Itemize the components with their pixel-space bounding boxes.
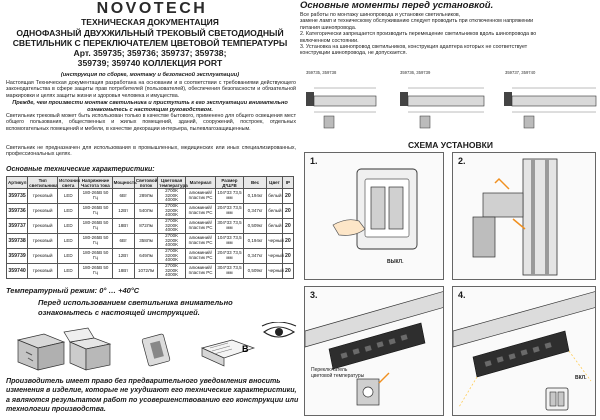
table-cell: LED [58,234,79,249]
table-cell: 540Лм [134,204,157,219]
table-cell: черный [267,249,283,264]
table-cell: 0,509кг [243,264,266,279]
table-cell: 649Лм [134,249,157,264]
table-cell: 180-265В 50 Гц [79,234,112,249]
table-cell: 1072Лм [134,264,157,279]
specs-table [6,176,294,279]
table-cell: 289Лм [134,189,157,204]
table-cell: черный [267,234,283,249]
col-header: Напряжение Частота тока [79,177,112,189]
table-cell: алюминий/ пластик PC [186,264,216,279]
restriction-paragraph: Светильник не предназначен для использования в промышленных, медицинских или иных специализированных, профессиональных целях. [6,145,296,158]
table-cell: 0,347кг [243,249,266,264]
install-step-4 [452,286,596,416]
track-light-icon [306,88,376,128]
table-cell: 359739 [7,249,28,264]
important-line: включенном состоянии. [300,37,359,44]
table-cell: алюминий/ пластик PC [186,219,216,234]
table-cell: 0,194кг [243,234,266,249]
dimension-label: 359736, 359739 [400,70,431,75]
table-cell: LED [58,189,79,204]
table-cell: алюминий/ пластик PC [186,234,216,249]
col-header: Тип светильника [29,177,58,188]
table-cell: LED [58,264,79,279]
important-line: питания шинопровода. [300,24,357,31]
power-switch-icon [305,153,444,280]
table-cell: алюминий/ пластик PC [186,189,216,204]
col-header: Размер Д*Ш*В [216,177,244,189]
table-cell: трековый [28,219,58,234]
col-header: IP [282,177,293,189]
document-title: ТЕХНИЧЕСКАЯ ДОКУМЕНТАЦИЯ [81,17,219,27]
table-cell: трековый [28,234,58,249]
switch-caption: Переключатель цветовой температуры [311,367,365,379]
install-step-3 [304,286,444,416]
installation-scheme-heading: СХЕМА УСТАНОВКИ [408,140,493,150]
table-cell: трековый [28,204,58,219]
install-step-2 [452,152,596,280]
table-cell: 20 [282,219,293,234]
table-cell: 12Вт [112,249,134,264]
table-cell: 6Вт [112,234,134,249]
table-cell: алюминий/ пластик PC [186,249,216,264]
brand-logo: NOVOTECH [96,0,208,17]
specs-header-row [7,177,294,189]
table-cell: 20 [282,234,293,249]
table-cell: 180-265В 50 Гц [79,249,112,264]
col-header: Световой поток [135,177,158,188]
dimension-drawings [300,76,600,136]
step-number: 2. [458,156,466,166]
table-cell: 359736 [7,204,28,219]
table-cell: 18Вт [112,219,134,234]
usage-paragraph: Светильник трековый может быть использован только в качестве бытового, применено для общего освещения мест общего пользования, общественных и жилых помещений, зданий, сооружений, построек, отдельных вспомогательных помещений и мебели, в качестве декорации интерьера, пылевлагозащищенным. [6,113,296,132]
table-cell: 180-265В 50 Гц [79,204,112,219]
table-cell: трековый [28,189,58,204]
table-row [7,219,294,234]
table-cell: 2700K 3200K 4000K [158,249,186,264]
table-cell: 2700K 3200K 4000K [158,219,186,234]
table-cell: 359735 [7,189,28,204]
table-cell: 20 [282,249,293,264]
dimension-label: 359735, 359738 [306,70,337,75]
table-cell: белый [267,189,283,204]
table-cell: 204*33 73,5 мм [216,249,244,264]
product-title [4,28,296,68]
table-cell: 180-265В 50 Гц [79,264,112,279]
right-column [300,0,600,420]
table-cell: 0,347кг [243,204,266,219]
table-cell: трековый [28,249,58,264]
open-box-icon [64,328,110,370]
power-switch-icon [545,387,591,411]
table-row [7,249,294,264]
table-cell: 2700K 3200K 4000K [158,234,186,249]
left-column [4,0,299,420]
table-cell: 2700K 3200K 4000K [158,264,186,279]
product-title-line: СВЕТИЛЬНИК С ПЕРЕКЛЮЧАТЕЛЕМ ЦВЕТОВОЙ ТЕМПЕРАТУРЫ [12,38,288,48]
table-cell: 0,194кг [243,189,266,204]
table-row [7,264,294,279]
dimension-label: 359737, 359740 [505,70,536,75]
instructions-note: (инструкция по сборке, монтажу и безопасной эксплуатации) [60,72,240,78]
temperature-mode: Температурный режим: 0° … +40°C [6,286,140,295]
intro-paragraph: Настоящая Техническая документация разработана на основании и в соответствии с требованиями действующего законодательства в сфере защиты прав потребителей (пользователей), обеспечения безопасности и обязательной маркировки и целях защиты жизни и здоровья человека и имущества. [6,80,296,99]
col-header: Вес [243,177,266,189]
manufacturer-disclaimer: Производитель имеет право без предварительного уведомления вносить изменения в изделие, которые не ухудшают его технические характеристики, а являются результатом работ по усовершенствованию его конструкции или технологии производства. [6,377,299,414]
table-cell: LED [58,204,79,219]
book-icon [202,340,254,366]
step-number: 1. [310,156,318,166]
important-line: 3. Установка на шинопровод светильников, конструкция адаптера которых не соответствует [300,44,528,51]
col-header: Артикул [7,177,28,189]
important-list [300,12,598,57]
table-cell: 2700K 3200K 4000K [158,189,186,204]
important-line: замене ламп и техническому обслуживанию следует проводить при отключенном напряжении [300,18,534,25]
install-step-1 [304,152,444,280]
important-line: Все работы по монтажу шинопровода и установке светильников, [300,12,461,18]
table-cell: 304*33 73,5 мм [216,264,244,279]
table-cell: 12Вт [112,204,134,219]
col-header: Материал [186,177,216,189]
off-label: ВЫКЛ. [387,259,404,265]
product-title-line: Арт. 359735; 359736; 359737; 359738; [73,48,227,58]
table-cell: 104*33 73,5 мм [216,234,244,249]
table-cell: 359738 [7,234,28,249]
track-light-icon [453,153,596,280]
product-title-line: ОДНОФАЗНЫЙ ДВУХЖИЛЬНЫЙ ТРЕКОВЫЙ СВЕТОДИОДНЫЙ [16,28,284,38]
important-line: конструкции шинопровода, не допускается. [300,50,407,57]
table-cell: 104*33 73,5 мм [216,189,244,204]
product-title-line: 359739; 359740 КОЛЛЕКЦИЯ PORT [77,58,223,68]
col-header: Цветовая температура [159,177,188,188]
table-cell: 6Вт [112,189,134,204]
table-cell: черный [267,264,283,279]
col-header: Источник света [59,177,81,188]
table-cell: 180-265В 50 Гц [79,219,112,234]
pictograms [10,322,300,376]
specs-table-body [7,189,294,279]
table-cell: 20 [282,189,293,204]
table-cell: 359737 [7,219,28,234]
table-cell: белый [267,219,283,234]
table-row [7,189,294,204]
table-cell: 20 [282,264,293,279]
table-cell: 358Лм [134,234,157,249]
table-cell: LED [58,249,79,264]
table-cell: 204*33 73,5 мм [216,204,244,219]
table-cell: 20 [282,204,293,219]
step-number: 3. [310,290,318,300]
col-header: Цвет [267,177,283,189]
table-cell: 359740 [7,264,28,279]
package-box-icon [18,334,64,370]
table-cell: 180-265В 50 Гц [79,189,112,204]
table-cell: трековый [28,264,58,279]
on-label: ВКЛ. [575,375,587,381]
table-cell: 0,509кг [243,219,266,234]
table-cell: 2700K 3200K 4000K [158,204,186,219]
important-heading: Основные моменты перед установкой. [300,0,494,11]
table-cell: 18Вт [112,264,134,279]
col-header: Мощность [112,177,134,189]
table-cell: алюминий/ пластик PC [186,204,216,219]
table-cell: LED [58,219,79,234]
important-line: 2. Категорически запрещается производить перемещение светильников вдоль шинопровода во [300,31,537,38]
track-light-icon [142,334,170,367]
track-light-icon [400,88,484,128]
step-number: 4. [458,290,466,300]
track-light-icon [504,88,596,128]
eye-icon [262,322,296,337]
svg-text:B: B [242,344,249,354]
table-row [7,234,294,249]
specs-heading: Основные технические характеристики: [6,166,155,173]
read-first-note: Перед использованием светильника внимательно ознакомьтесь с настоящей инструкцией. [38,298,233,317]
table-cell: белый [267,204,283,219]
track-light-icon [305,287,444,416]
table-cell: 304*33 73,5 мм [216,219,244,234]
table-row [7,204,294,219]
table-cell: 872Лм [134,219,157,234]
intro-warning: Прежде, чем произвести монтаж светильника и приступить к его эксплуатации внимательно ознакомьтесь с настоящим руководством. [12,100,288,113]
